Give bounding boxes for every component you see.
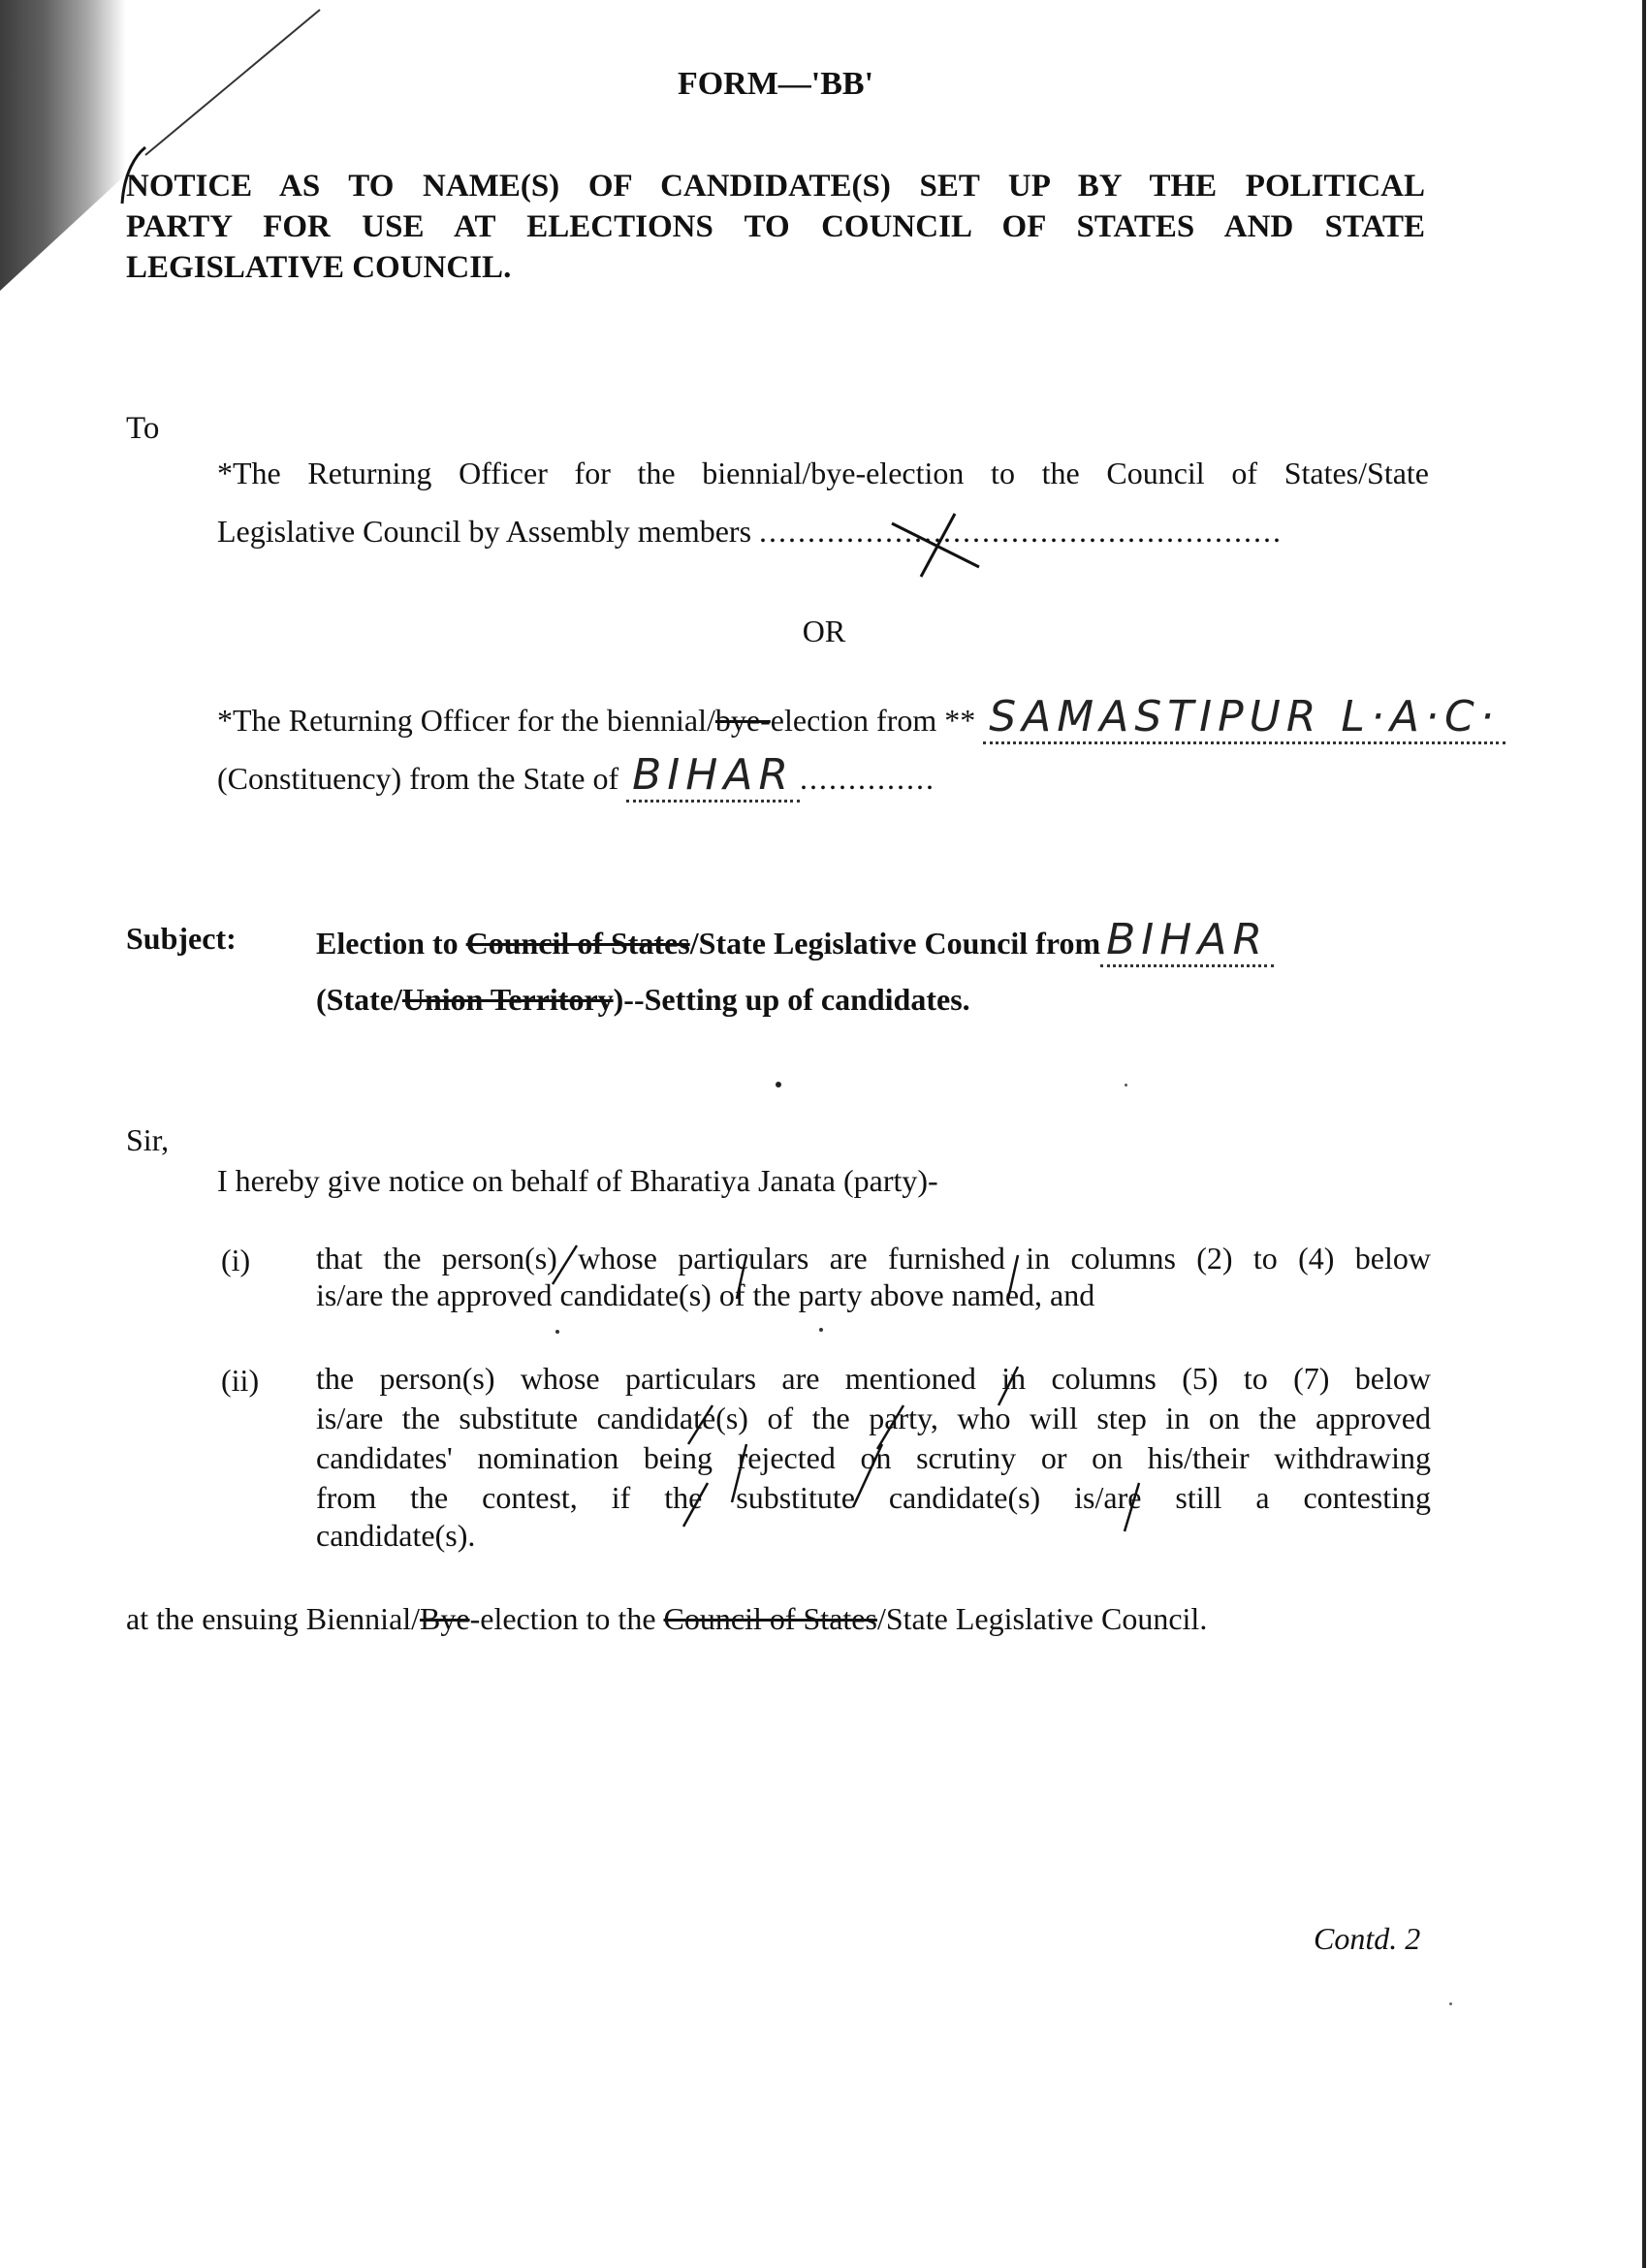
scan-speck [1125,1084,1127,1087]
constituency-state-text: (Constituency) from the State of [217,761,619,796]
struck-bye: bye- [714,703,771,738]
heading-line-2: PARTY FOR USE AT ELECTIONS TO COUNCIL OF STATES AND STATE [126,209,1425,244]
subject-state-paren: (State/ [316,982,402,1017]
item-1-line-1: that the person(s) whose particulars are furnished in columns (2) to (4) below [316,1241,1431,1276]
item-1-number: (i) [221,1243,251,1277]
continued-marker: Contd. 2 [1314,1921,1421,1956]
struck-council-of-states: Council of States [465,926,690,961]
to-label: To [126,411,160,446]
item-2-line-1: the person(s) whose particulars are mentioned in columns (5) to (7) below [316,1361,1431,1396]
item-2-line-5: candidate(s). [316,1518,476,1553]
subject-state-handwritten: BIHAR [1100,915,1274,967]
struck-council-of-states-closing: Council of States [663,1601,877,1636]
assembly-members-text: Legislative Council by Assembly members [217,514,752,549]
item-2-number: (ii) [221,1363,260,1398]
closing-ensuing: at the ensuing Biennial/ [126,1601,421,1636]
assembly-members-dots: ...................................................... [759,514,1284,549]
heading-line-1: NOTICE AS TO NAME(S) OF CANDIDATE(S) SET UP BY THE POLITICAL [126,169,1425,204]
subject-label: Subject: [126,921,237,956]
salutation: Sir, [126,1122,170,1157]
closing-legislative-council: /State Legislative Council. [876,1601,1208,1636]
biennial-text: *The Returning Officer for the biennial/ [217,703,715,738]
subject-setting-up: )--Setting up of candidates. [613,982,970,1017]
election-from-text: election from ** [770,703,976,738]
item-2-line-4: from the contest, if the substitute candidate(s) is/are still a contesting [316,1480,1431,1515]
item-2-line-2: is/are the substitute candidate(s) of the party, who will step in on the approved [316,1401,1431,1435]
scan-speck [1449,2002,1452,2005]
struck-union-territory: Union Territory [401,982,614,1017]
heading-line-3: LEGISLATIVE COUNCIL. [126,250,512,285]
form-title: FORM—'BB' [677,66,874,102]
state-handwritten: BIHAR [626,750,800,803]
returning-officer-line-2 [217,514,1283,550]
item-2-line-3: candidates' nomination being rejected on scrutiny or on his/their withdrawing [316,1440,1431,1475]
closing-line [126,1601,1207,1637]
struck-bye-closing: Bye [420,1601,470,1636]
subject-election-to: Election to [316,926,466,961]
scan-speck [776,1082,781,1087]
constituency-handwritten: SAMASTIPUR L·A·C· [983,692,1505,744]
closing-election-to: -election to the [469,1601,664,1636]
scan-speck [555,1330,559,1334]
returning-officer-line-3 [217,692,1505,741]
state-dots: .............. [800,761,936,796]
or-separator: OR [802,614,846,648]
item-1-line-2: is/are the approved candidate(s) of the party above named, and [316,1277,1095,1312]
returning-officer-line-1: *The Returning Officer for the biennial/bye-election to the Council of States/State [217,456,1429,490]
subject-line-1 [316,915,1274,964]
subject-line-2 [316,982,970,1018]
returning-officer-line-4 [217,750,936,800]
scan-speck [819,1328,823,1332]
subject-legislative-council: /State Legislative Council from [689,926,1101,961]
notice-intro: I hereby give notice on behalf of Bharatiya Janata (party)- [217,1163,938,1198]
